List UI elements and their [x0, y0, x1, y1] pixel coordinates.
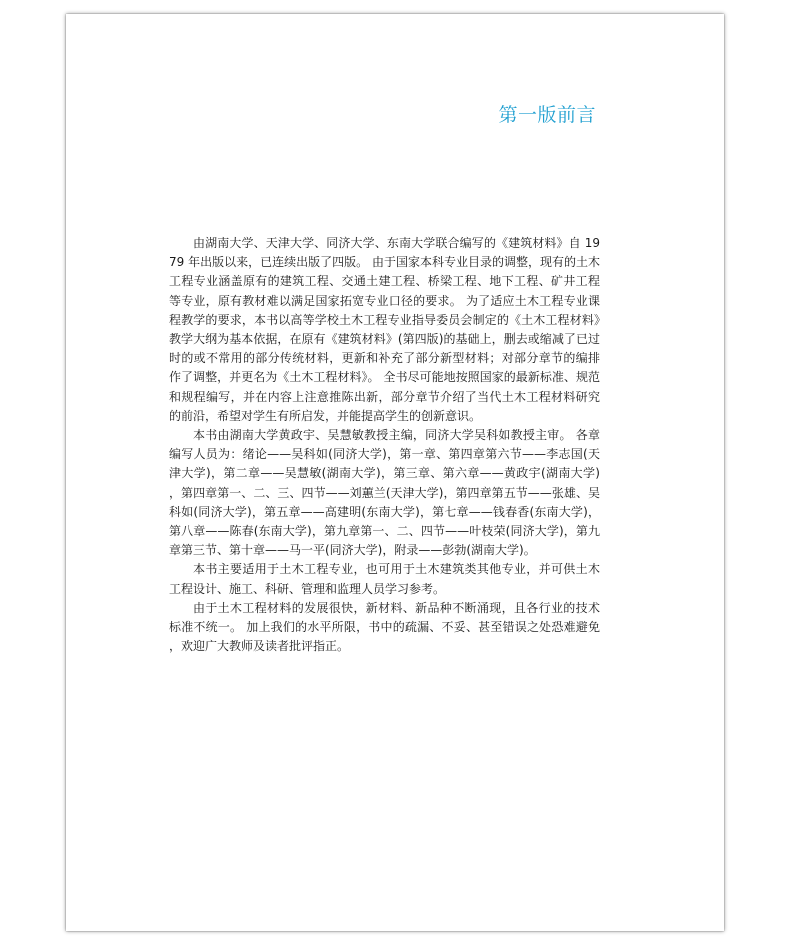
paragraph-audience: 本书主要适用于土木工程专业，也可用于土木建筑类其他专业，并可供土木工程设计、施工、科研、管理和监理人员学习参考。 [169, 562, 600, 596]
paragraph-history: 由湖南大学、天津大学、同济大学、东南大学联合编写的《建筑材料》自 1979 年出版以来，已连续出版了四版。 由于国家本科专业目录的调整，现有的土木工程专业涵盖原有的建筑工程、交通土建工程、桥梁工程、地下工程、矿井工程等专业，原有教材难以满足国家拓宽专业口径的要求。 为了适应土木工程专业课程教学的要求，本书以高等学校土木工程专业指导委员会制定的《土木工程材料》教学大纲为基本依据，在原有《建筑材料》(第四版)的基础上，删去或缩减了已过时的或不常用的部分传统材料，更新和补充了部分新型材料；对部分章节的编排作了调整，并更名为《土木工程材料》。 全书尽可能地按照国家的最新标准、规范和规程编写，并在内容上注意推陈出新，部分章节介绍了当代土木工程材料研究的前沿，希望对学生有所启发，并能提高学生的创新意识。 [169, 236, 600, 423]
paragraph-closing: 由于土木工程材料的发展很快，新材料、新品种不断涌现，且各行业的技术标准不统一。 加上我们的水平所限，书中的疏漏、不妥、甚至错误之处恐难避免，欢迎广大教师及读者批评指正。 [169, 600, 600, 654]
preface-body [169, 234, 600, 656]
page-title: 第一版前言 [498, 104, 596, 126]
paragraph-authors: 本书由湖南大学黄政宇、吴慧敏教授主编，同济大学吴科如教授主审。 各章编写人员为：绪论——吴科如(同济大学)，第一章、第四章第六节——李志国(天津大学)，第二章——吴慧敏(湖南大学)，第三章、第六章——黄政宇(湖南大学)，第四章第一、二、三、四节——刘蕙兰(天津大学)，第四章第五节——张雄、吴科如(同济大学)，第五章——高建明(东南大学)，第七章——钱春香(东南大学)，第八章——陈春(东南大学)，第九章第一、二、四节——叶枝荣(同济大学)，第九章第三节、第十章——马一平(同济大学)，附录——彭勃(湖南大学)。 [169, 428, 600, 558]
document-page [66, 14, 724, 931]
